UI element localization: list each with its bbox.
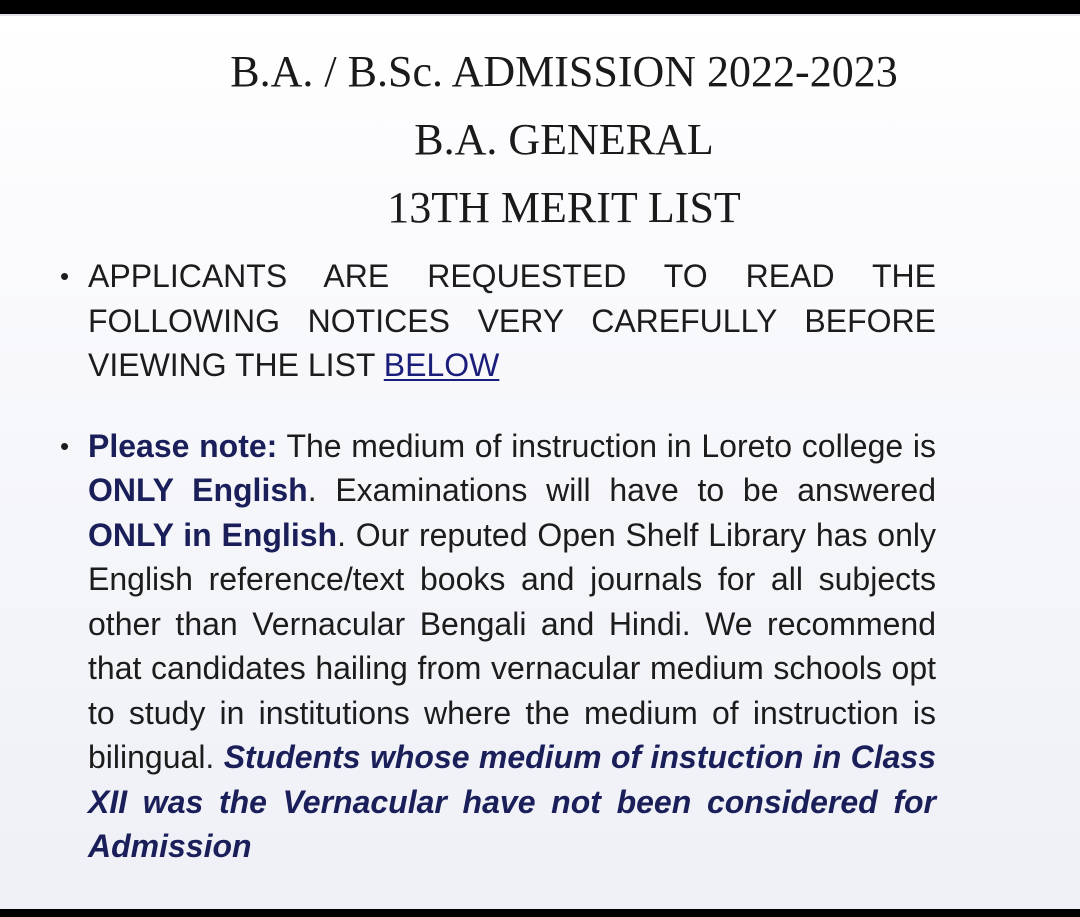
bullet-icon: • (60, 430, 70, 461)
notice-text: APPLICANTS ARE REQUESTED TO READ THE FOLLOWING NOTICES VERY CAREFULLY BEFORE VIEWING THE LIST (88, 258, 936, 383)
admission-heading (48, 16, 1080, 242)
heading-line-merit-list: 13TH MERIT LIST (387, 183, 741, 232)
notice-text: . Our reputed Open Shelf Library has only English reference/text books and journals for all subjects other than Vernacular Bengali and Hindi. We recommend that candidates hailing from vernacular medium schools opt to study in institutions where the medium of instruction is bilingual. (88, 516, 937, 775)
bottom-border (0, 909, 1080, 917)
heading-line-course: B.A. GENERAL (414, 115, 714, 164)
only-in-english-emphasis: ONLY in English (88, 516, 338, 553)
notice-item-medium-of-instruction (60, 424, 937, 869)
notice-item-read-carefully (60, 254, 936, 388)
heading-line-admission: B.A. / B.Sc. ADMISSION 2022-2023 (230, 47, 898, 96)
notice-text: . Examinations will have to be answered (307, 472, 937, 508)
below-link[interactable]: BELOW (383, 347, 500, 383)
vernacular-warning: Students whose medium of instuction in Class XII was the Vernacular have not been considered for Admission (88, 739, 936, 864)
notice-list (0, 254, 1080, 869)
notice-text: The medium of instruction in Loreto college is (277, 427, 937, 464)
please-note-label: Please note: (88, 427, 278, 464)
document-page (0, 14, 1080, 909)
only-english-emphasis: ONLY English (88, 472, 308, 508)
bullet-icon: • (60, 261, 70, 291)
